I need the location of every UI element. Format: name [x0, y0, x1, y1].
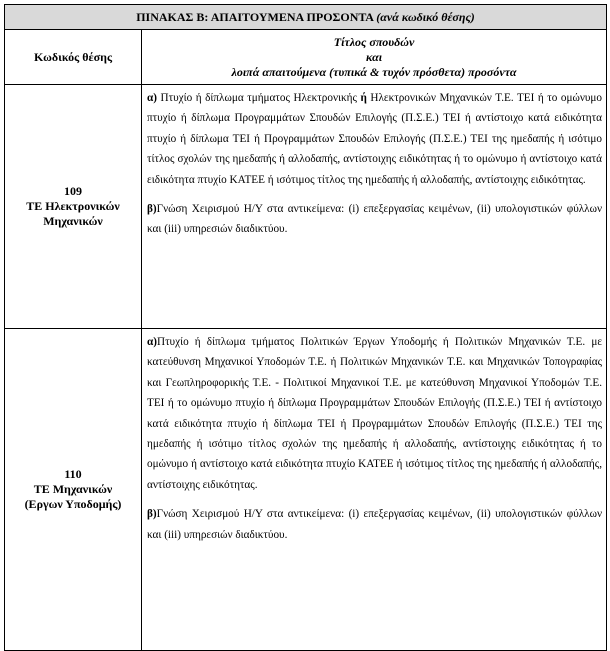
table-title-main: ΠΙΝΑΚΑΣ Β: ΑΠΑΙΤΟΥΜΕΝΑ ΠΡΟΣΟΝΤΑ [136, 10, 374, 24]
requirement-b-text: Γνώση Χειρισμού Η/Υ στα αντικείμενα: (i) επεξεργασίας κειμένων, (ii) υπολογιστικών φύλλων και (iii) υπηρεσιών διαδικτύου. [147, 203, 603, 236]
table-title [5, 5, 607, 30]
table-row [5, 85, 607, 329]
table-title-row [5, 5, 607, 30]
position-code-cell [5, 329, 142, 651]
position-name-line-1: ΤΕ Μηχανικών [33, 482, 113, 496]
header-description-column [142, 30, 607, 85]
position-code: 109 [64, 184, 82, 198]
header-desc-line-1: Τίτλος σπουδών [333, 34, 415, 49]
header-desc-line-3: λοιπά απαιτούμενα (τυπικά & τυχόν πρόσθετα) προσόντα [231, 64, 517, 79]
requirement-a-bold-or: ή [360, 92, 367, 104]
position-name-line-1: ΤΕ Ηλεκτρονικών [26, 199, 120, 213]
header-desc-line-2: και [365, 49, 383, 64]
requirement-b-marker: β) [147, 203, 157, 216]
requirement-b-marker: β) [147, 508, 157, 521]
requirement-a-text-1: Πτυχίο ή δίπλωμα τμήματος Ηλεκτρονικής [156, 92, 361, 104]
qualifications-table [4, 4, 607, 651]
requirement-b [147, 504, 602, 545]
position-code-cell [5, 85, 142, 329]
requirement-a-marker: α) [147, 92, 157, 104]
requirement-a [147, 332, 602, 495]
requirements-cell [142, 329, 607, 651]
position-name-line-2: (Εργων Υποδομής) [24, 497, 122, 511]
header-code-column [5, 30, 142, 85]
header-code-label: Κωδικός θέσης [34, 49, 112, 64]
table-header-row [5, 30, 607, 85]
requirement-b [147, 199, 602, 240]
position-code: 110 [64, 467, 82, 481]
table-row [5, 329, 607, 651]
requirement-b-text: Γνώση Χειρισμού Η/Υ στα αντικείμενα: (i) επεξεργασίας κειμένων, (ii) υπολογιστικών φύλλων και (iii) υπηρεσιών διαδικτύου. [147, 508, 603, 541]
requirements-cell [142, 85, 607, 329]
requirement-a [147, 88, 602, 190]
table-title-sub: (ανά κωδικό θέσης) [376, 10, 475, 24]
requirement-a-marker: α) [147, 336, 157, 348]
requirement-a-text: Πτυχίο ή δίπλωμα τμήματος Πολιτικών Έργων Υποδομής ή Πολιτικών Μηχανικών Τ.Ε. με κατεύθυνση Μηχανικοί Υποδομών Τ.Ε. ή Πολιτικών Μηχανικών Τ.Ε. και Μηχανικών Τοπογραφίας και Γεωπληροφορικής Τ.Ε. - Πολιτικοί Μηχανικοί Τ.Ε. με κατεύθυνση Μηχανικοί Υποδομών Τ.Ε. ΤΕΙ ή το ομώνυμο πτυχίο ή δίπλωμα Προγραμμάτων Σπουδών Επιλογής (Π.Σ.Ε.) ΤΕΙ ή αντίστοιχο κατά ειδικότητα πτυχίο ή δίπλωμα ΤΕΙ ή Προγραμμάτων Σπουδών Επιλογής (Π.Σ.Ε.) ΤΕΙ της ημεδαπής ή ισότιμο τίτλος σχολών της ημεδαπής ή αλλοδαπής, αντίστοιχης ειδικότητας ή το ομώνυμο ή αντίστοιχο κατά ειδικότητα πτυχίο ΚΑΤΕΕ ή ισότιμος τίτλος της ημεδαπής ή αλλοδαπής, αντίστοιχης ειδικότητας. [147, 336, 603, 491]
position-name-line-2: Μηχανικών [43, 214, 103, 228]
requirement-a-text-2: Ηλεκτρονικών Μηχανικών Τ.Ε. ΤΕΙ ή το ομώνυμο πτυχίο ή δίπλωμα Προγραμμάτων Σπουδών Επιλογής (Π.Σ.Ε.) ΤΕΙ ή αντίστοιχο κατά ειδικότητα πτυχίο ή δίπλωμα ΤΕΙ ή Προγραμμάτων Σπουδών Επιλογής (Π.Σ.Ε.) ΤΕΙ της ημεδαπής ή ισότιμο τίτλος σχολών της ημεδαπής ή αλλοδαπής, αντίστοιχης ειδικότητας ή το ομώνυμο ή αντίστοιχο κατά ειδικότητα πτυχίο ΚΑΤΕΕ ή ισότιμος τίτλος της ημεδαπής ή αλλοδαπής, αντίστοιχης ειδικότητας. [147, 92, 603, 186]
